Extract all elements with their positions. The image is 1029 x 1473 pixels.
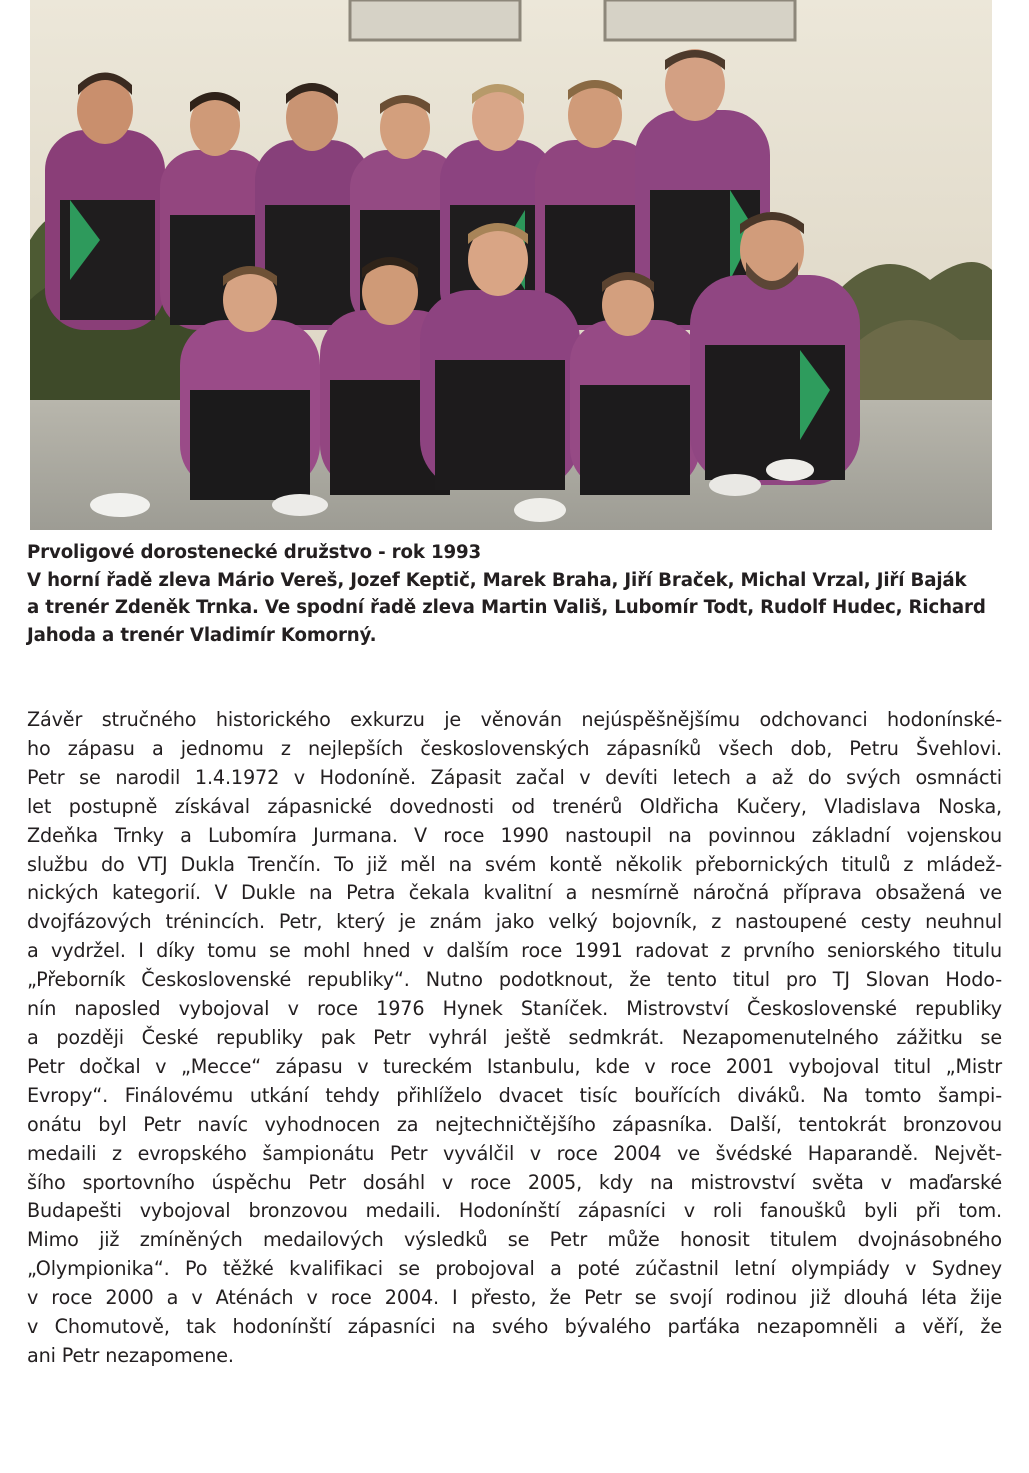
article-line: dvojfázových trénincích. Petr, který je znám jako velký bojovník, z nastoupené cesty neuhnul	[27, 910, 1002, 934]
article-line: nických kategorií. V Dukle na Petra čekala kvalitní a nesmírně náročná příprava obsažená ve	[27, 881, 1002, 905]
article-line: ani Petr nezapomene.	[27, 1343, 234, 1367]
article-line: v Chomutově, tak hodonínští zápasníci na svého bývalého parťáka nezapomněli a věří, že	[27, 1315, 1002, 1339]
article-line: ho zápasu a jednomu z nejlepších československých zápasníků všech dob, Petru Švehlovi.	[27, 736, 1002, 760]
article-line: nín naposled vybojoval v roce 1976 Hynek Staníček. Mistrovství Československé republiky	[27, 997, 1002, 1021]
caption-title: Prvoligové dorostenecké družstvo - rok 1993	[27, 542, 481, 563]
article-line: Petr se narodil 1.4.1972 v Hodoníně. Zápasit začal v devíti letech a až do svých osmnácti	[27, 765, 1002, 789]
article-line: „Přeborník Československé republiky“. Nutno podotknout, že tento titul pro TJ Slovan Hodo-	[27, 968, 1002, 992]
caption-line: a trenér Zdeněk Trnka. Ve spodní řadě zleva Martin Vališ, Lubomír Todt, Rudolf Hudec, Richard	[27, 597, 986, 618]
photo-caption	[27, 539, 999, 649]
article-line: a později České republiky pak Petr vyhrál ještě sedmkrát. Nezapomenutelného zážitku se	[27, 1025, 1002, 1049]
article-line: v roce 2000 a v Aténách v roce 2004. I přesto, že Petr se svojí rodinou již dlouhá léta žije	[27, 1286, 1002, 1310]
article-line: medaili z evropského šampionátu Petr vyválčil v roce 2004 ve švédské Haparandě. Největ-	[27, 1141, 1002, 1165]
article-line: Budapešti vybojoval bronzovou medaili. Hodonínští zápasníci v roli fanoušků byli při tom.	[27, 1199, 1002, 1223]
article-line: „Olympionika“. Po těžké kvalifikaci se probojoval a poté zúčastnil letní olympiády v Sydney	[27, 1257, 1002, 1281]
article-line: Mimo již zmíněných medailových výsledků se Petr může honosit titulem dvojnásobného	[27, 1228, 1002, 1252]
article-line: službu do VTJ Dukla Trenčín. To již měl na svém kontě několik přebornických titulů z mládež-	[27, 852, 1002, 876]
article-line: Zdeňka Trnky a Lubomíra Jurmana. V roce 1990 nastoupil na povinnou základní vojenskou	[27, 823, 1002, 847]
caption-line: Jahoda a trenér Vladimír Komorný.	[27, 624, 377, 646]
article-line: let postupně získával zápasnické dovednosti od trenérů Oldřicha Kučery, Vladislava Noska,	[27, 794, 1002, 818]
article-line: onátu byl Petr navíc vyhodnocen za nejtechničtějšího zápasníka. Další, tentokrát bronzovou	[27, 1112, 1002, 1136]
article-line: Petr dočkal v „Mecce“ zápasu v tureckém Istanbulu, kde v roce 2001 vybojoval titul „Mistr	[27, 1054, 1002, 1078]
article-line: šího sportovního úspěchu Petr dosáhl v roce 2005, kdy na mistrovství světa v maďarské	[27, 1170, 1002, 1194]
article-line: Evropy“. Finálovému utkání tehdy přihlíželo dvacet tisíc bouřících diváků. Na tomto šampi-	[27, 1083, 1002, 1107]
article-body	[27, 706, 1002, 1371]
caption-line: V horní řadě zleva Mário Vereš, Jozef Keptič, Marek Braha, Jiří Braček, Michal Vrzal, Jiří Baják	[27, 569, 967, 591]
team-photo	[30, 0, 992, 530]
article-line: a vydržel. I díky tomu se mohl hned v dalším roce 1991 radovat z prvního seniorského titulu	[27, 939, 1002, 963]
article-line: Závěr stručného historického exkurzu je věnován nejúspěšnějšímu odchovanci hodonínské-	[27, 708, 1002, 731]
